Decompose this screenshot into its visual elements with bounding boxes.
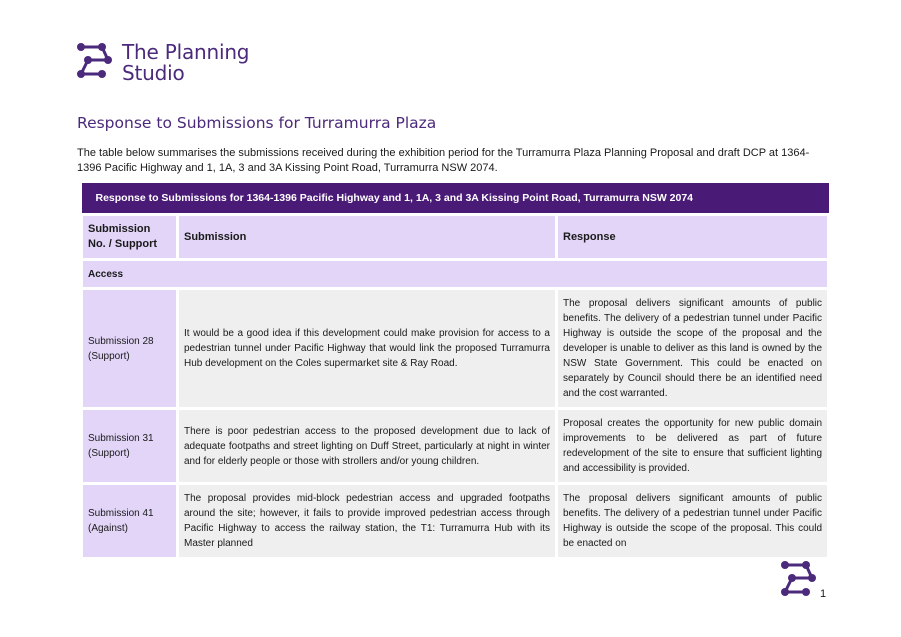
brand-name: [122, 42, 249, 84]
submission-text: There is poor pedestrian access to the proposed development due to lack of adequate footpaths and street lighting on Duff Street, particularly at night in winter and for elderly people or those with strollers and/or young children.: [178, 409, 557, 484]
submission-text: It would be a good idea if this development could make provision for access to a pedestrian tunnel under Pacific Highway that would link the proposed Turramurra Hub development on the Coles supermarket site & Ray Road.: [178, 289, 557, 409]
column-header-submission-no: Submission No. / Support: [82, 215, 178, 260]
table-row: [82, 484, 829, 559]
submissions-table-container: [80, 183, 827, 549]
brand-name-line1: The Planning: [122, 40, 250, 64]
submission-id: Submission 31: [88, 433, 154, 444]
response-text: The proposal delivers significant amounts of public benefits. The delivery of a pedestrian tunnel under Pacific Highway is outside the scope of the proposal. This could be enacted on: [557, 484, 829, 559]
column-header-submission: Submission: [178, 215, 557, 260]
submission-stance: (Against): [88, 523, 129, 534]
page-title: Response to Submissions for Turramurra Plaza: [77, 114, 437, 132]
page-number: 1: [820, 588, 827, 600]
brand-logo: [76, 42, 249, 84]
table-row: [82, 289, 829, 409]
table-caption: Response to Submissions for 1364-1396 Pacific Highway and 1, 1A, 3 and 3A Kissing Point Road, Turramurra NSW 2074: [82, 183, 829, 215]
response-text: Proposal creates the opportunity for new public domain improvements to be delivered as part of future redevelopment of the site to ensure that sufficient lighting and accessibility is provided.: [557, 409, 829, 484]
section-label: Access: [82, 260, 829, 289]
table-caption-row: [82, 183, 829, 215]
intro-paragraph: The table below summarises the submissions received during the exhibition period for the Turramurra Plaza Planning Proposal and draft DCP at 1364-1396 Pacific Highway and 1, 1A, 3 and 3A Kissing Point Road, Turramurra NSW 2074.: [77, 147, 810, 174]
submission-id-cell: [82, 289, 178, 409]
submission-id: Submission 28: [88, 335, 154, 347]
chain-nodes-logo-icon: [76, 42, 114, 80]
brand-name-line2: Studio: [122, 61, 185, 85]
submission-id-cell: [82, 484, 178, 559]
submission-text: The proposal provides mid-block pedestrian access and upgraded footpaths around the site; however, it fails to provide improved pedestrian access through Pacific Highway to access the railway station, the T1: Turramurra Hub with its Master planned: [178, 484, 557, 559]
submission-id: Submission 41: [88, 508, 154, 519]
submission-stance: (Support): [88, 350, 130, 362]
submission-id-cell: [82, 409, 178, 484]
table-row: [82, 409, 829, 484]
chain-nodes-footer-icon: [780, 560, 818, 598]
column-header-response: Response: [557, 215, 829, 260]
section-row-access: [82, 260, 829, 289]
table-header-row: [82, 215, 829, 260]
submissions-table: [80, 183, 830, 560]
footer-logo-mark: [780, 560, 818, 603]
submission-stance: (Support): [88, 448, 130, 459]
response-text: The proposal delivers significant amounts of public benefits. The delivery of a pedestrian tunnel under Pacific Highway is outside the scope of the proposal and the developer is unable to deliver as this land is owned by the NSW State Government. This could be enacted on separately by Council should there be an identified need and the cost warranted.: [557, 289, 829, 409]
